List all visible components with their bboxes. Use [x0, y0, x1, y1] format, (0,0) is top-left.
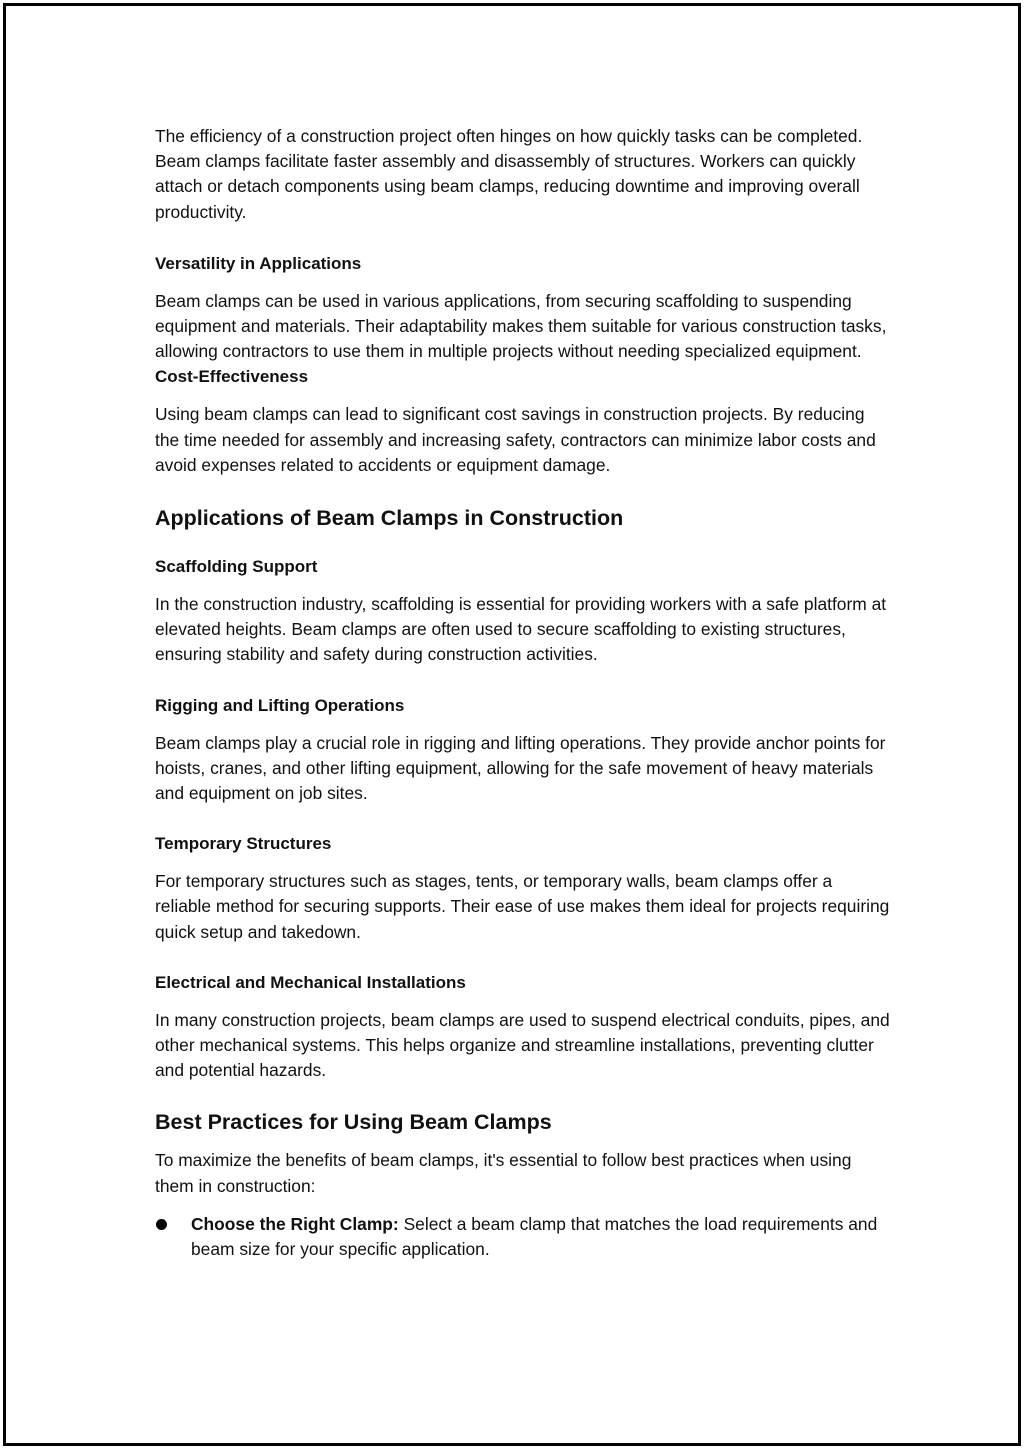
scaffolding-heading: Scaffolding Support — [155, 557, 318, 577]
intro-paragraph: The efficiency of a construction project often hinges on how quickly tasks can be completed. Beam clamps facilitate faster assembly and disassembly of structures. Workers can quickly attach or detach components using beam clamps, reducing downtime and improving overall productivity. — [155, 126, 863, 222]
cost-heading: Cost-Effectiveness — [155, 367, 309, 387]
list-item — [155, 1212, 890, 1262]
versatility-heading: Versatility in Applications — [155, 253, 362, 273]
bullet-icon — [156, 1219, 167, 1230]
versatility-paragraph: Beam clamps can be used in various applications, from securing scaffolding to suspending equipment and materials. Their adaptability makes them suitable for various construction tasks, allowing contractors to use them in multiple projects without needing specialized equipment. — [155, 290, 887, 362]
applications-heading: Applications of Beam Clamps in Construction — [155, 506, 624, 531]
bullet-title: Choose the Right Clamp: — [191, 1213, 399, 1234]
temporary-structures-heading: Temporary Structures — [155, 834, 332, 854]
best-practices-intro: To maximize the benefits of beam clamps, it's essential to follow best practices when using them in construction: — [155, 1150, 852, 1196]
electrical-heading: Electrical and Mechanical Installations — [155, 972, 466, 992]
best-practices-list — [155, 1212, 890, 1262]
document-body — [155, 124, 890, 1262]
rigging-heading: Rigging and Lifting Operations — [155, 695, 405, 715]
best-practices-heading: Best Practices for Using Beam Clamps — [155, 1110, 552, 1135]
rigging-paragraph: Beam clamps play a crucial role in rigging and lifting operations. They provide anchor points for hoists, cranes, and other lifting equipment, allowing for the safe movement of heavy materials and equipment on job sites. — [155, 732, 886, 804]
bullet-text: Select a beam clamp that matches the load requirements and beam size for your specific application. — [191, 1213, 878, 1260]
cost-paragraph: Using beam clamps can lead to significant cost savings in construction projects. By reducing the time needed for assembly and increasing safety, contractors can minimize labor costs and avoid expenses related to accidents or equipment damage. — [155, 404, 876, 475]
temporary-structures-paragraph: For temporary structures such as stages, tents, or temporary walls, beam clamps offer a reliable method for securing supports. Their ease of use makes them ideal for projects requiring quick setup and takedown. — [155, 871, 890, 942]
electrical-paragraph: In many construction projects, beam clamps are used to suspend electrical conduits, pipes, and other mechanical systems. This helps organize and streamline installations, preventing clutter and potential hazards. — [155, 1009, 890, 1081]
scaffolding-paragraph: In the construction industry, scaffolding is essential for providing workers with a safe platform at elevated heights. Beam clamps are often used to secure scaffolding to existing structures, ensuring stability and safety during construction activities. — [155, 594, 887, 665]
